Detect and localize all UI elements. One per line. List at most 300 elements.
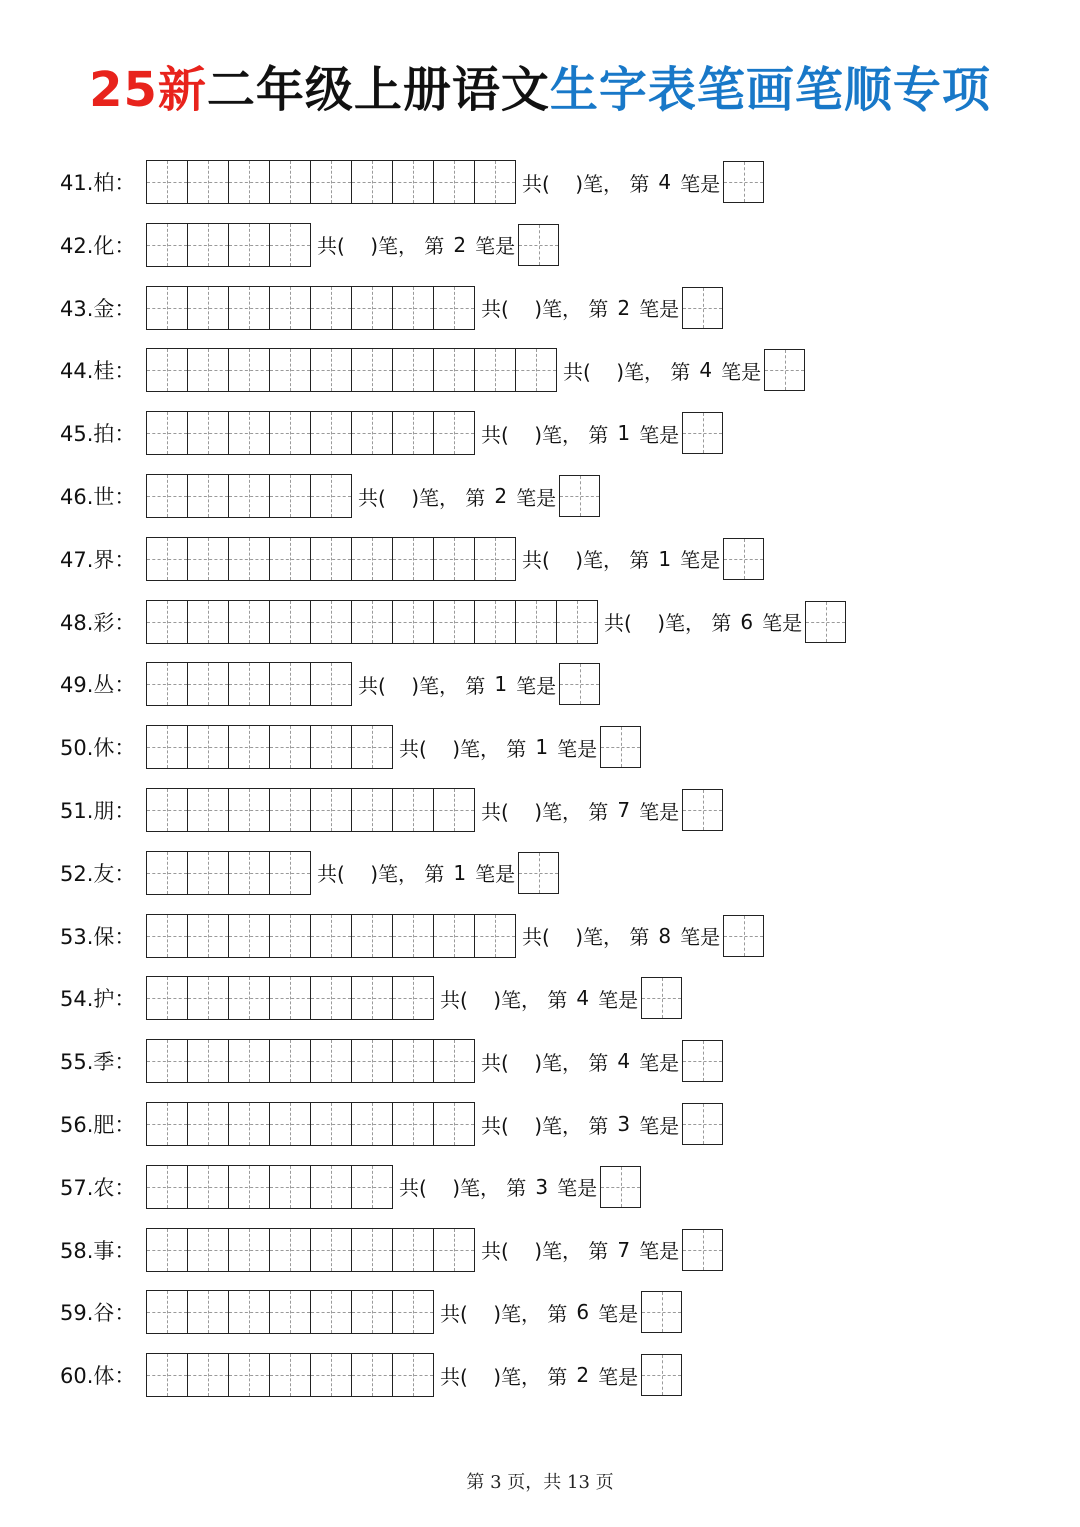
exercise-row [60, 411, 723, 455]
stroke-cell[interactable] [311, 1103, 352, 1145]
stroke-cell[interactable] [270, 1354, 311, 1396]
character-label: 56.肥： [60, 1113, 136, 1137]
stroke-cell[interactable] [229, 349, 270, 391]
character-label: 47.界： [60, 547, 136, 572]
stroke-cell[interactable] [311, 789, 352, 831]
stroke-number: 6 [740, 609, 754, 634]
stroke-cell[interactable] [147, 1166, 188, 1208]
stroke-cell[interactable] [188, 852, 229, 894]
stroke-question [563, 356, 761, 385]
exercise-row [60, 725, 641, 769]
stroke-cell[interactable] [229, 789, 270, 831]
stroke-cell[interactable] [147, 789, 188, 831]
exercise-row [60, 1353, 682, 1397]
total-prefix: 共( [481, 422, 535, 447]
stroke-cell[interactable] [147, 663, 188, 705]
stroke-cell[interactable] [393, 1291, 434, 1333]
stroke-question [440, 1361, 638, 1390]
stroke-cell[interactable] [475, 161, 516, 203]
total-suffix: )笔， 第 [534, 1050, 609, 1075]
stroke-cell[interactable] [393, 538, 434, 580]
stroke-cell[interactable] [270, 538, 311, 580]
stroke-question [604, 607, 802, 636]
answer-cell[interactable] [682, 1103, 723, 1145]
stroke-cell[interactable] [229, 977, 270, 1019]
answer-cell[interactable] [723, 915, 764, 957]
stroke-cell[interactable] [557, 601, 598, 643]
stroke-number: 2 [494, 484, 508, 508]
stroke-cell[interactable] [516, 349, 557, 391]
stroke-cell[interactable] [352, 1103, 393, 1145]
answer-cell[interactable] [559, 663, 600, 705]
nth-suffix: 笔是 [639, 297, 680, 322]
total-suffix: )笔， 第 [534, 422, 609, 447]
answer-cell[interactable] [682, 789, 723, 831]
exercise-row [60, 851, 559, 895]
stroke-cell[interactable] [229, 1291, 270, 1333]
stroke-cell[interactable] [352, 1166, 393, 1208]
stroke-cell[interactable] [393, 977, 434, 1019]
stroke-cell[interactable] [434, 789, 475, 831]
nth-suffix: 笔是 [639, 1113, 680, 1138]
stroke-cell[interactable] [188, 161, 229, 203]
stroke-question [440, 984, 638, 1013]
stroke-grid [146, 851, 311, 895]
stroke-grid [146, 223, 311, 267]
total-suffix: )笔， 第 [452, 1176, 527, 1201]
stroke-grid [146, 600, 598, 644]
stroke-cell[interactable] [311, 1166, 352, 1208]
stroke-cell[interactable] [188, 1354, 229, 1396]
stroke-cell[interactable] [188, 1103, 229, 1145]
stroke-cell[interactable] [352, 915, 393, 957]
character-label: 44.桂： [60, 359, 136, 384]
character-label: 57.农： [60, 1175, 136, 1200]
stroke-cell[interactable] [475, 349, 516, 391]
total-suffix: )笔， 第 [411, 673, 486, 698]
stroke-cell[interactable] [475, 915, 516, 957]
stroke-cell[interactable] [352, 1040, 393, 1082]
total-suffix: )笔， 第 [534, 1239, 609, 1264]
exercise-row [60, 788, 723, 832]
stroke-cell[interactable] [352, 161, 393, 203]
stroke-cell[interactable] [352, 538, 393, 580]
stroke-cell[interactable] [352, 977, 393, 1019]
stroke-number: 4 [617, 1049, 631, 1074]
stroke-cell[interactable] [311, 1040, 352, 1082]
total-suffix: )笔， 第 [370, 234, 445, 259]
stroke-cell[interactable] [147, 538, 188, 580]
stroke-cell[interactable] [229, 1103, 270, 1145]
stroke-cell[interactable] [393, 1354, 434, 1396]
stroke-cell[interactable] [311, 538, 352, 580]
total-suffix: )笔， 第 [493, 987, 568, 1012]
nth-suffix: 笔是 [680, 925, 721, 950]
stroke-cell[interactable] [147, 349, 188, 391]
stroke-cell[interactable] [188, 412, 229, 454]
stroke-cell[interactable] [147, 475, 188, 517]
stroke-cell[interactable] [229, 475, 270, 517]
stroke-cell[interactable] [229, 1166, 270, 1208]
stroke-cell[interactable] [352, 1229, 393, 1271]
stroke-cell[interactable] [434, 287, 475, 329]
stroke-cell[interactable] [147, 601, 188, 643]
stroke-cell[interactable] [147, 915, 188, 957]
stroke-cell[interactable] [475, 538, 516, 580]
stroke-cell[interactable] [188, 287, 229, 329]
stroke-cell[interactable] [270, 1229, 311, 1271]
stroke-cell[interactable] [229, 1354, 270, 1396]
character-label: 51.朋： [60, 799, 136, 823]
stroke-grid [146, 662, 352, 706]
answer-cell[interactable] [641, 1291, 682, 1333]
total-prefix: 共( [522, 171, 576, 196]
stroke-cell[interactable] [147, 287, 188, 329]
stroke-cell[interactable] [311, 412, 352, 454]
exercise-row [60, 160, 764, 204]
stroke-cell[interactable] [434, 915, 475, 957]
stroke-cell[interactable] [147, 726, 188, 768]
nth-suffix: 笔是 [598, 987, 639, 1012]
stroke-cell[interactable] [147, 1229, 188, 1271]
stroke-cell[interactable] [270, 726, 311, 768]
character-label: 46.世： [60, 485, 136, 509]
character-label: 54.护： [60, 987, 136, 1012]
stroke-cell[interactable] [270, 601, 311, 643]
stroke-cell[interactable] [229, 538, 270, 580]
stroke-grid [146, 1353, 434, 1397]
stroke-cell[interactable] [393, 1229, 434, 1271]
stroke-cell[interactable] [311, 663, 352, 705]
character-label: 43.金： [60, 296, 136, 321]
total-prefix: 共( [481, 1239, 535, 1264]
stroke-question [358, 670, 556, 699]
answer-cell[interactable] [559, 475, 600, 517]
stroke-cell[interactable] [434, 412, 475, 454]
answer-cell[interactable] [518, 224, 559, 266]
total-prefix: 共( [440, 1364, 494, 1389]
answer-cell[interactable] [600, 1166, 641, 1208]
stroke-cell[interactable] [229, 161, 270, 203]
total-suffix: )笔， 第 [534, 297, 609, 322]
character-label: 42.化： [60, 233, 136, 258]
stroke-cell[interactable] [311, 1229, 352, 1271]
stroke-question [399, 733, 597, 762]
stroke-cell[interactable] [311, 161, 352, 203]
stroke-cell[interactable] [311, 915, 352, 957]
stroke-cell[interactable] [147, 1103, 188, 1145]
total-prefix: 共( [399, 1176, 453, 1201]
stroke-cell[interactable] [352, 601, 393, 643]
stroke-grid [146, 725, 393, 769]
exercise-row [60, 662, 600, 706]
stroke-cell[interactable] [434, 538, 475, 580]
exercise-row [60, 348, 805, 392]
answer-cell[interactable] [723, 538, 764, 580]
stroke-question [358, 482, 556, 511]
stroke-cell[interactable] [270, 287, 311, 329]
total-prefix: 共( [317, 862, 371, 887]
total-suffix: )笔， 第 [452, 736, 527, 761]
stroke-cell[interactable] [229, 287, 270, 329]
stroke-grid [146, 348, 557, 392]
stroke-cell[interactable] [229, 1040, 270, 1082]
stroke-cell[interactable] [311, 726, 352, 768]
answer-cell[interactable] [723, 161, 764, 203]
character-label: 59.谷： [60, 1301, 136, 1326]
stroke-cell[interactable] [188, 915, 229, 957]
total-prefix: 共( [358, 673, 412, 698]
stroke-cell[interactable] [475, 601, 516, 643]
stroke-cell[interactable] [352, 1291, 393, 1333]
total-prefix: 共( [563, 359, 617, 384]
answer-cell[interactable] [641, 1354, 682, 1396]
stroke-cell[interactable] [188, 1166, 229, 1208]
stroke-cell[interactable] [311, 287, 352, 329]
total-prefix: 共( [481, 1113, 535, 1138]
stroke-cell[interactable] [270, 1103, 311, 1145]
stroke-cell[interactable] [393, 789, 434, 831]
stroke-grid [146, 411, 475, 455]
stroke-cell[interactable] [434, 349, 475, 391]
stroke-cell[interactable] [270, 852, 311, 894]
stroke-cell[interactable] [352, 412, 393, 454]
answer-cell[interactable] [518, 852, 559, 894]
total-suffix: )笔， 第 [370, 862, 445, 887]
stroke-number: 6 [576, 1300, 590, 1325]
exercise-row [60, 223, 559, 267]
stroke-cell[interactable] [147, 224, 188, 266]
total-suffix: )笔， 第 [534, 799, 609, 824]
stroke-cell[interactable] [229, 412, 270, 454]
stroke-cell[interactable] [270, 977, 311, 1019]
exercise-row [60, 976, 682, 1020]
stroke-number: 1 [535, 735, 549, 760]
stroke-cell[interactable] [434, 601, 475, 643]
stroke-grid [146, 474, 352, 518]
stroke-cell[interactable] [229, 726, 270, 768]
stroke-cell[interactable] [352, 1354, 393, 1396]
stroke-number: 1 [617, 421, 631, 446]
answer-cell[interactable] [682, 1229, 723, 1271]
stroke-number: 7 [617, 798, 631, 822]
stroke-number: 2 [576, 1363, 590, 1388]
stroke-cell[interactable] [147, 161, 188, 203]
answer-cell[interactable] [682, 1040, 723, 1082]
answer-cell[interactable] [805, 601, 846, 643]
stroke-cell[interactable] [270, 1291, 311, 1333]
stroke-cell[interactable] [393, 287, 434, 329]
exercise-row [60, 474, 600, 518]
stroke-grid [146, 976, 434, 1020]
stroke-question [481, 796, 679, 825]
character-label: 53.保： [60, 924, 136, 949]
stroke-cell[interactable] [188, 1040, 229, 1082]
stroke-number: 2 [617, 295, 631, 320]
nth-suffix: 笔是 [475, 234, 516, 259]
exercise-row [60, 1228, 723, 1272]
stroke-grid [146, 537, 516, 581]
stroke-cell[interactable] [270, 224, 311, 266]
title-topic: 生字表笔画笔顺专项 [549, 62, 991, 118]
stroke-cell[interactable] [393, 601, 434, 643]
stroke-cell[interactable] [311, 1354, 352, 1396]
stroke-cell[interactable] [270, 915, 311, 957]
stroke-question [481, 1047, 679, 1076]
title-year: 25新 [89, 62, 207, 118]
stroke-cell[interactable] [188, 1229, 229, 1271]
stroke-cell[interactable] [393, 1040, 434, 1082]
stroke-cell[interactable] [229, 224, 270, 266]
stroke-cell[interactable] [229, 601, 270, 643]
stroke-number: 8 [658, 923, 672, 948]
stroke-grid [146, 1165, 393, 1209]
stroke-cell[interactable] [147, 1354, 188, 1396]
stroke-question [317, 230, 515, 259]
stroke-cell[interactable] [147, 852, 188, 894]
stroke-cell[interactable] [434, 1229, 475, 1271]
total-suffix: )笔， 第 [616, 359, 691, 384]
nth-suffix: 笔是 [598, 1301, 639, 1326]
character-label: 45.拍： [60, 422, 136, 447]
stroke-question [481, 1235, 679, 1264]
stroke-cell[interactable] [270, 1040, 311, 1082]
stroke-question [522, 921, 720, 950]
character-label: 49.丛： [60, 673, 136, 698]
stroke-cell[interactable] [188, 475, 229, 517]
stroke-question [522, 168, 720, 197]
stroke-cell[interactable] [393, 161, 434, 203]
character-label: 55.季： [60, 1050, 136, 1075]
total-suffix: )笔， 第 [575, 171, 650, 196]
stroke-cell[interactable] [188, 789, 229, 831]
exercise-row [60, 1290, 682, 1334]
stroke-cell[interactable] [147, 1040, 188, 1082]
stroke-cell[interactable] [188, 1291, 229, 1333]
stroke-cell[interactable] [229, 663, 270, 705]
nth-suffix: 笔是 [639, 1239, 680, 1264]
stroke-cell[interactable] [270, 1166, 311, 1208]
total-prefix: 共( [358, 485, 412, 510]
stroke-cell[interactable] [188, 349, 229, 391]
nth-suffix: 笔是 [516, 485, 557, 510]
stroke-number: 3 [617, 1112, 631, 1136]
stroke-cell[interactable] [188, 663, 229, 705]
stroke-cell[interactable] [311, 349, 352, 391]
answer-cell[interactable] [641, 977, 682, 1019]
character-label: 60.体： [60, 1364, 136, 1389]
stroke-cell[interactable] [270, 412, 311, 454]
stroke-number: 1 [453, 860, 467, 885]
stroke-number: 1 [658, 546, 672, 571]
stroke-cell[interactable] [393, 412, 434, 454]
stroke-cell[interactable] [352, 726, 393, 768]
total-suffix: )笔， 第 [575, 925, 650, 950]
stroke-cell[interactable] [311, 1291, 352, 1333]
character-label: 48.彩： [60, 610, 136, 635]
stroke-grid [146, 1290, 434, 1334]
stroke-cell[interactable] [147, 977, 188, 1019]
stroke-cell[interactable] [352, 287, 393, 329]
stroke-cell[interactable] [188, 538, 229, 580]
stroke-question [399, 1172, 597, 1201]
exercise-row [60, 537, 764, 581]
stroke-cell[interactable] [229, 852, 270, 894]
stroke-cell[interactable] [270, 349, 311, 391]
total-prefix: 共( [481, 297, 535, 322]
stroke-cell[interactable] [270, 663, 311, 705]
total-prefix: 共( [440, 987, 494, 1012]
stroke-cell[interactable] [434, 161, 475, 203]
stroke-cell[interactable] [188, 726, 229, 768]
stroke-cell[interactable] [147, 1291, 188, 1333]
stroke-cell[interactable] [352, 349, 393, 391]
exercise-row [60, 1102, 723, 1146]
stroke-cell[interactable] [311, 977, 352, 1019]
stroke-cell[interactable] [434, 1040, 475, 1082]
total-prefix: 共( [522, 548, 576, 573]
stroke-number: 4 [576, 986, 590, 1011]
stroke-grid [146, 286, 475, 330]
nth-suffix: 笔是 [557, 1176, 598, 1201]
stroke-cell[interactable] [188, 977, 229, 1019]
stroke-cell[interactable] [270, 475, 311, 517]
total-prefix: 共( [522, 925, 576, 950]
total-prefix: 共( [440, 1301, 494, 1326]
stroke-number: 3 [535, 1174, 549, 1199]
page-footer: 第 3 页，共 13 页 [466, 1472, 614, 1493]
exercise-row [60, 286, 723, 330]
stroke-cell[interactable] [434, 1103, 475, 1145]
exercise-row [60, 1039, 723, 1083]
stroke-cell[interactable] [188, 601, 229, 643]
answer-cell[interactable] [682, 287, 723, 329]
stroke-cell[interactable] [393, 915, 434, 957]
answer-cell[interactable] [764, 349, 805, 391]
nth-suffix: 笔是 [680, 548, 721, 573]
stroke-grid [146, 160, 516, 204]
total-suffix: )笔， 第 [411, 485, 486, 510]
stroke-cell[interactable] [352, 789, 393, 831]
stroke-cell[interactable] [270, 161, 311, 203]
stroke-cell[interactable] [393, 1103, 434, 1145]
stroke-cell[interactable] [229, 915, 270, 957]
nth-suffix: 笔是 [557, 736, 598, 761]
stroke-cell[interactable] [393, 349, 434, 391]
stroke-cell[interactable] [311, 601, 352, 643]
total-suffix: )笔， 第 [534, 1113, 609, 1138]
stroke-cell[interactable] [516, 601, 557, 643]
stroke-cell[interactable] [229, 1229, 270, 1271]
answer-cell[interactable] [600, 726, 641, 768]
total-suffix: )笔， 第 [493, 1364, 568, 1389]
stroke-cell[interactable] [311, 475, 352, 517]
stroke-cell[interactable] [270, 789, 311, 831]
stroke-grid [146, 1228, 475, 1272]
total-suffix: )笔， 第 [657, 611, 732, 636]
nth-suffix: 笔是 [516, 673, 557, 698]
nth-suffix: 笔是 [475, 862, 516, 887]
answer-cell[interactable] [682, 412, 723, 454]
stroke-cell[interactable] [188, 224, 229, 266]
page-title [0, 58, 1080, 122]
character-label: 52.友： [60, 861, 136, 886]
stroke-number: 4 [658, 170, 672, 194]
exercise-row [60, 600, 846, 644]
stroke-question [481, 419, 679, 448]
stroke-number: 4 [699, 358, 713, 383]
stroke-cell[interactable] [147, 412, 188, 454]
